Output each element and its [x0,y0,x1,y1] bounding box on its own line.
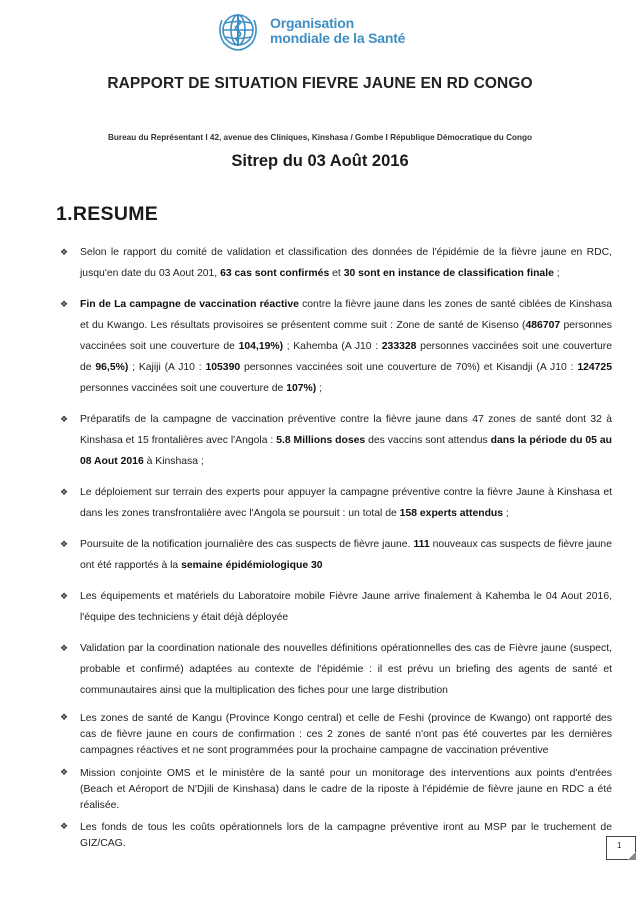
emphasized-text: 96,5%) [95,362,129,373]
item-text: Préparatifs de la campagne de vaccination préventive contre la fièvre jaune dans 47 zones de santé dont 32 à Kinshasa et 15 frontalières avec l'Angola : [80,414,612,446]
summary-item [56,638,612,701]
emphasized-text: 124725 [577,362,612,373]
page-number-box [606,836,636,860]
summary-item [56,766,612,815]
diamond-bullet-icon: ❖ [60,414,69,424]
report-title: RAPPORT DE SITUATION FIEVRE JAUNE EN RD CONGO [107,75,533,92]
item-text: personnes vaccinées soit une couverture de 70%) et Kisandji (A J10 : [240,362,578,373]
summary-item [56,294,612,399]
item-text: Selon le rapport du comité de validation et classification des données de l'épidémie de la fièvre jaune en RDC, jusqu'en date du 03 Aout 201, [80,247,612,279]
diamond-bullet-icon: ❖ [60,539,69,549]
org-line-1: Organisation [270,15,354,31]
item-text: Les zones de santé de Kangu (Province Kongo central) et celle de Feshi (province de Kwango) ont rapporté des cas de fièvre jaune en cours de confirmation : ces 2 zones de santé n'ont pas été couvertes par les dernières campagnes réactives et ne sont programmées pour la prochaine campagne de vaccination préventive [80,713,612,757]
item-text: ; Kahemba (A J10 : [283,341,382,352]
item-text: ; [316,383,323,394]
item-text: Mission conjointe OMS et le ministère de la santé pour un monitorage des interventions aux points d'entrées (Beach et Aéroport de N'Djili de Kinshasa) dans le cadre de la riposte à l'épidémie de fièvre jaune en RDC a été réalisée. [80,767,612,812]
who-logo [214,10,405,52]
item-text: personnes vaccinées soit une couverture de [80,320,612,352]
emphasized-text: 158 experts attendus [399,508,504,519]
item-text: Poursuite de la notification journalière des cas suspects de fièvre jaune. [80,539,414,550]
emphasized-text: 105390 [205,362,241,373]
emphasized-text: 104,19%) [238,341,284,352]
diamond-bullet-icon: ❖ [60,766,69,777]
emphasized-text: 63 cas sont confirmés [220,268,330,279]
item-text: des vaccins sont attendus [365,435,491,446]
item-text: nouveaux cas suspects de fièvre jaune ont été rapportés à la [80,539,612,571]
org-line-2: mondiale de la Santé [270,30,406,46]
item-text: Le déploiement sur terrain des experts pour appuyer la campagne préventive contre la fièvre Jaune à Kinshasa et dans les zones transfrontalière avec l'Angola se poursuit : un total de [80,487,612,519]
emphasized-text: dans la période du 05 au 08 Aout 2016 [80,435,612,467]
item-text: ; [553,268,560,279]
summary-list [56,242,612,859]
organization-name [270,16,405,46]
summary-item [56,586,612,628]
emphasized-text: 486707 [525,320,561,331]
item-text: et [329,268,344,279]
diamond-bullet-icon: ❖ [60,247,69,257]
diamond-bullet-icon: ❖ [60,487,69,497]
who-emblem-icon [214,10,262,52]
summary-item [56,242,612,284]
diamond-bullet-icon: ❖ [60,821,69,832]
section-title: 1.RESUME [56,203,159,225]
item-text: à Kinshasa ; [143,456,204,467]
item-text: personnes vaccinées soit une couverture de [80,383,287,394]
item-text: Les fonds de tous les coûts opérationnels lors de la campagne préventive iront au MSP par le truchement de GIZ/CAG. [80,822,612,850]
item-text: Les équipements et matériels du Laboratoire mobile Fièvre Jaune arrive finalement à Kahemba le 04 Aout 2016, l'équipe des techniciens y était déjà déployée [80,591,612,623]
page-number: 1 [617,841,622,850]
emphasized-text: Fin de La campagne de vaccination réactive [80,299,299,310]
summary-item [56,534,612,576]
document-header [0,0,640,62]
emphasized-text: 233328 [381,341,417,352]
emphasized-text: semaine épidémiologique 30 [181,560,323,571]
summary-item [56,409,612,472]
item-text: ; Kajiji (A J10 : [128,362,206,373]
diamond-bullet-icon: ❖ [60,299,69,309]
sitrep-date: Sitrep du 03 Août 2016 [231,152,409,170]
item-text: contre la fièvre jaune dans les zones de santé ciblées de Kinshasa et du Kwango. Les résultats provisoires se présentent comme suit : Zone de santé de Kisenso ( [80,299,612,331]
emphasized-text: 107%) [286,383,317,394]
emphasized-text: 30 sont en instance de classification finale [343,268,554,279]
item-text: ; [503,508,509,519]
office-address: Bureau du Représentant I 42, avenue des Cliniques, Kinshasa / Gombe I République Démocratique du Congo [107,133,532,142]
item-text: personnes vaccinées soit une couverture de [80,341,612,373]
diamond-bullet-icon: ❖ [60,712,69,722]
summary-item [56,482,612,524]
emphasized-text: 111 [413,539,430,550]
item-text: Validation par la coordination nationale des nouvelles définitions opérationnelles des cas de Fièvre jaune (suspect, probable et confirmé) adaptées au contexte de l'épidémie : il est prévu un briefing des agents de santé et communautaires ainsi que la multiplication des fiches pour une large distribution [80,643,612,696]
summary-item [56,820,612,852]
emphasized-text: 5.8 Millions doses [276,435,366,446]
diamond-bullet-icon: ❖ [60,591,69,601]
summary-item [56,711,612,760]
diamond-bullet-icon: ❖ [60,643,69,653]
